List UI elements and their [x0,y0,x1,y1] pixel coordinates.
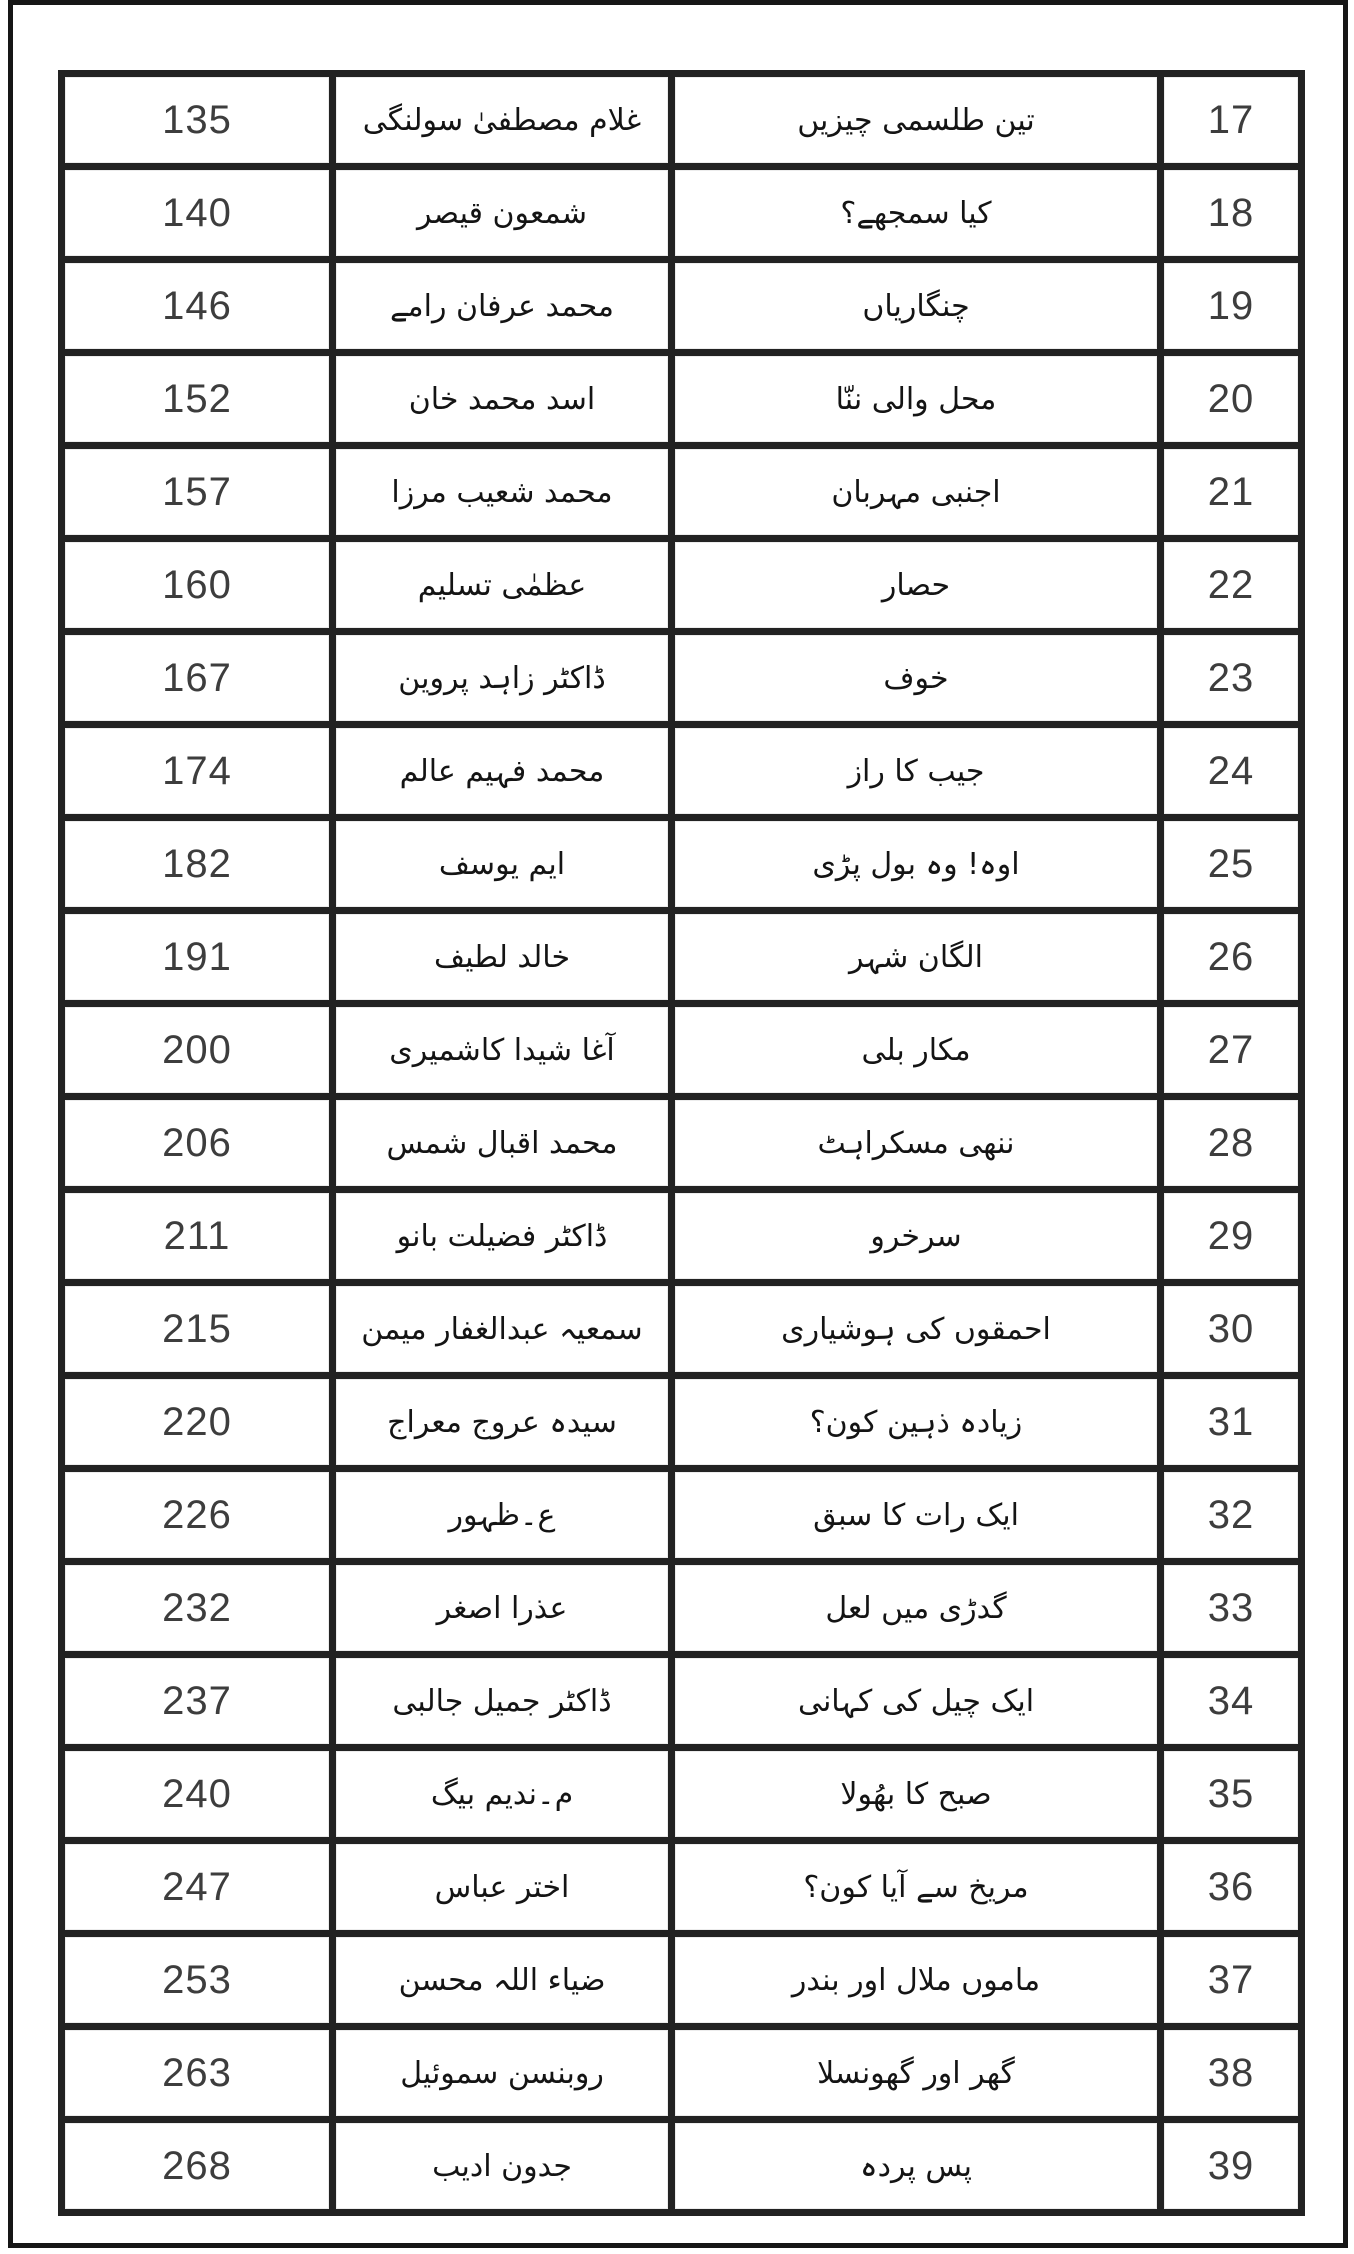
table-row [65,635,1298,721]
serial-number-cell: 21 [1164,449,1298,535]
story-title-cell: حصار [675,542,1157,628]
story-title-cell: احمقوں کی ہوشیاری [675,1286,1157,1372]
table-row [65,1565,1298,1651]
serial-number-cell: 39 [1164,2123,1298,2209]
author-name-cell: محمد عرفان رامے [336,263,668,349]
page-number-cell: 146 [65,263,329,349]
table-row [65,1658,1298,1744]
story-title-cell: گدڑی میں لعل [675,1565,1157,1651]
page-number-cell: 215 [65,1286,329,1372]
table-row [65,1100,1298,1186]
page-number-cell: 247 [65,1844,329,1930]
page-number-cell: 152 [65,356,329,442]
author-name-cell: اختر عباس [336,1844,668,1930]
serial-number-cell: 27 [1164,1007,1298,1093]
serial-number-cell: 26 [1164,914,1298,1000]
story-title-cell: جیب کا راز [675,728,1157,814]
serial-number-cell: 30 [1164,1286,1298,1372]
table-row [65,1937,1298,2023]
table-row [65,1844,1298,1930]
page-number-cell: 140 [65,170,329,256]
page-number-cell: 206 [65,1100,329,1186]
toc-table [58,70,1305,2216]
author-name-cell: ڈاکٹر زاہد پروین [336,635,668,721]
page-number-cell: 240 [65,1751,329,1837]
story-title-cell: ننھی مسکراہٹ [675,1100,1157,1186]
serial-number-cell: 33 [1164,1565,1298,1651]
story-title-cell: صبح کا بھُولا [675,1751,1157,1837]
page-number-cell: 232 [65,1565,329,1651]
page-number-cell: 263 [65,2030,329,2116]
author-name-cell: ع۔ظہور [336,1472,668,1558]
story-title-cell: ماموں ملال اور بندر [675,1937,1157,2023]
serial-number-cell: 38 [1164,2030,1298,2116]
page-number-cell: 220 [65,1379,329,1465]
table-row [65,356,1298,442]
author-name-cell: خالد لطیف [336,914,668,1000]
author-name-cell: سمعیہ عبدالغفار میمن [336,1286,668,1372]
author-name-cell: آغا شیدا کاشمیری [336,1007,668,1093]
page-number-cell: 157 [65,449,329,535]
serial-number-cell: 25 [1164,821,1298,907]
story-title-cell: گھر اور گھونسلا [675,2030,1157,2116]
story-title-cell: تین طلسمی چیزیں [675,77,1157,163]
table-row [65,542,1298,628]
table-row [65,170,1298,256]
story-title-cell: پس پردہ [675,2123,1157,2209]
table-row [65,1193,1298,1279]
serial-number-cell: 17 [1164,77,1298,163]
story-title-cell: مریخ سے آیا کون؟ [675,1844,1157,1930]
serial-number-cell: 22 [1164,542,1298,628]
story-title-cell: محل والی ننّا [675,356,1157,442]
story-title-cell: خوف [675,635,1157,721]
table-row [65,2030,1298,2116]
author-name-cell: محمد فہیم عالم [336,728,668,814]
table-row [65,914,1298,1000]
author-name-cell: محمد اقبال شمس [336,1100,668,1186]
author-name-cell: محمد شعیب مرزا [336,449,668,535]
author-name-cell: ڈاکٹر جمیل جالبی [336,1658,668,1744]
page-number-cell: 174 [65,728,329,814]
page-number-cell: 253 [65,1937,329,2023]
author-name-cell: اسد محمد خان [336,356,668,442]
author-name-cell: ڈاکٹر فضیلت بانو [336,1193,668,1279]
serial-number-cell: 23 [1164,635,1298,721]
story-title-cell: چنگاریاں [675,263,1157,349]
serial-number-cell: 29 [1164,1193,1298,1279]
serial-number-cell: 32 [1164,1472,1298,1558]
table-row [65,1751,1298,1837]
page-number-cell: 200 [65,1007,329,1093]
serial-number-cell: 20 [1164,356,1298,442]
toc-table-body [65,77,1298,2209]
story-title-cell: ایک چیل کی کہانی [675,1658,1157,1744]
table-row [65,1379,1298,1465]
table-row [65,449,1298,535]
table-row [65,1472,1298,1558]
story-title-cell: کیا سمجھے؟ [675,170,1157,256]
author-name-cell: غلام مصطفیٰ سولنگی [336,77,668,163]
author-name-cell: ایم یوسف [336,821,668,907]
story-title-cell: ایک رات کا سبق [675,1472,1157,1558]
author-name-cell: روبنسن سموئیل [336,2030,668,2116]
table-row [65,2123,1298,2209]
page-number-cell: 237 [65,1658,329,1744]
author-name-cell: شمعون قیصر [336,170,668,256]
story-title-cell: سرخرو [675,1193,1157,1279]
table-row [65,77,1298,163]
author-name-cell: عظمٰی تسلیم [336,542,668,628]
page-number-cell: 268 [65,2123,329,2209]
author-name-cell: م۔ندیم بیگ [336,1751,668,1837]
table-row [65,1007,1298,1093]
serial-number-cell: 19 [1164,263,1298,349]
author-name-cell: سیدہ عروج معراج [336,1379,668,1465]
story-title-cell: زیادہ ذہین کون؟ [675,1379,1157,1465]
story-title-cell: اوہ! وہ بول پڑی [675,821,1157,907]
serial-number-cell: 37 [1164,1937,1298,2023]
author-name-cell: جدون ادیب [336,2123,668,2209]
author-name-cell: عذرا اصغر [336,1565,668,1651]
serial-number-cell: 36 [1164,1844,1298,1930]
serial-number-cell: 18 [1164,170,1298,256]
author-name-cell: ضیاء اللہ محسن [336,1937,668,2023]
page-number-cell: 135 [65,77,329,163]
table-row [65,821,1298,907]
page-number-cell: 211 [65,1193,329,1279]
page-number-cell: 191 [65,914,329,1000]
table-row [65,263,1298,349]
serial-number-cell: 28 [1164,1100,1298,1186]
page-number-cell: 226 [65,1472,329,1558]
story-title-cell: اجنبی مہربان [675,449,1157,535]
page-number-cell: 182 [65,821,329,907]
serial-number-cell: 31 [1164,1379,1298,1465]
serial-number-cell: 24 [1164,728,1298,814]
serial-number-cell: 34 [1164,1658,1298,1744]
story-title-cell: الگان شہر [675,914,1157,1000]
table-row [65,1286,1298,1372]
table-row [65,728,1298,814]
page-number-cell: 160 [65,542,329,628]
page-number-cell: 167 [65,635,329,721]
story-title-cell: مکار بلی [675,1007,1157,1093]
serial-number-cell: 35 [1164,1751,1298,1837]
